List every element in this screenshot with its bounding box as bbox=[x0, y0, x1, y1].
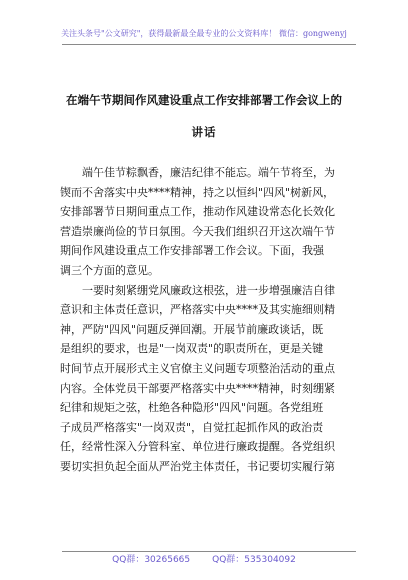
paragraph-1 bbox=[60, 163, 354, 281]
text-line: 是组织的要求，也是"一岗双责"的职责所在，更是关键 bbox=[60, 342, 324, 356]
text-line: 意识和主体责任意识，严格落实中央****及其实施细则精 bbox=[60, 303, 335, 317]
text-line: 安排部署节日期间重点工作，推动作风建设常态化长效化 bbox=[60, 205, 335, 219]
footer-divider bbox=[62, 551, 356, 552]
footer-qq-group-2: QQ群：535304092 bbox=[212, 555, 296, 565]
footer-qq-group-1: QQ群：30265665 bbox=[112, 555, 191, 565]
text-line: 子成员严格落实"一岗双责"，自觉扛起抓作风的政治责 bbox=[60, 420, 324, 434]
text-line: 端午佳节粽飘香，廉洁纪律不能忘。端午节将至，为 bbox=[60, 166, 335, 179]
text-line: 神，严防"四风"问题反弹回潮。开展节前廉政谈话，既 bbox=[60, 322, 324, 336]
text-line: 期间作风建设重点工作安排部署工作会议。下面，我强 bbox=[60, 244, 324, 258]
text-line: 纪律和规矩之弦，杜绝各种隐形"四风"问题。各党组班 bbox=[60, 401, 324, 415]
text-line: 一要时刻紧绷党风廉政这根弦，进一步增强廉洁自律 bbox=[60, 283, 335, 297]
document-subtitle: 讲话 bbox=[191, 125, 217, 139]
footer bbox=[0, 555, 408, 566]
text-line: 锲而不舍落实中央****精神，持之以恒纠"四风"树新风， bbox=[60, 185, 335, 199]
document-body bbox=[60, 163, 354, 477]
text-line: 时间节点开展形式主义官僚主义问题专项整治活动的重点 bbox=[60, 361, 335, 375]
header-note: 关注头条号"公文研究"，获得最新最全最专业的公文资料库！ 微信：gongwenyj bbox=[61, 29, 347, 38]
paragraph-2 bbox=[60, 281, 354, 477]
text-line: 任，经常性深入分管科室、单位进行廉政提醒。各党组织 bbox=[60, 440, 335, 454]
text-line: 调三个方面的意见。 bbox=[60, 263, 159, 277]
header-divider bbox=[62, 44, 356, 45]
text-line: 要切实担负起全面从严治党主体责任，书记要切实履行第 bbox=[60, 459, 335, 473]
text-line: 内容。全体党员干部要严格落实中央****精神，时刻绷紧 bbox=[60, 381, 335, 395]
document-title: 在端午节期间作风建设重点工作安排部署工作会议上的 bbox=[66, 93, 342, 107]
text-line: 营造崇廉尚俭的节日氛围。今天我们组织召开这次端午节 bbox=[60, 224, 335, 238]
